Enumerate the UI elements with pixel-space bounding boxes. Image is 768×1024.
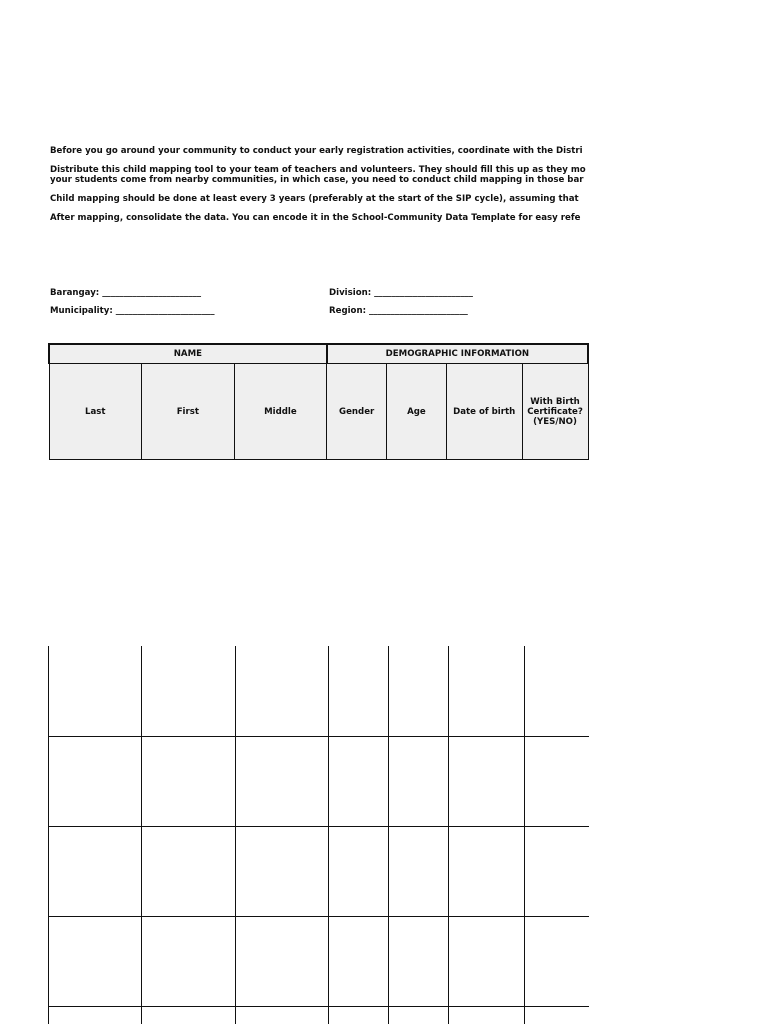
field-row-2 bbox=[50, 302, 590, 320]
table-cell[interactable] bbox=[449, 647, 524, 736]
col-header-first: First bbox=[142, 364, 235, 460]
table-cell[interactable] bbox=[236, 917, 328, 1006]
table-cell[interactable] bbox=[49, 917, 141, 1006]
empty-rows-grid bbox=[48, 646, 589, 1024]
table-cell[interactable] bbox=[525, 917, 589, 1006]
instruction-2 bbox=[50, 165, 590, 185]
table-cell[interactable] bbox=[329, 917, 388, 1006]
table-cell[interactable] bbox=[389, 647, 448, 736]
table-cell[interactable] bbox=[329, 827, 388, 916]
instruction-4: After mapping, consolidate the data. You can encode it in the School-Community Data Template for easy refe bbox=[50, 213, 581, 223]
col-header-birth-cert: With Birth Certificate? (YES/NO) bbox=[522, 364, 588, 460]
col-header-middle: Middle bbox=[234, 364, 327, 460]
table-cell[interactable] bbox=[49, 827, 141, 916]
table-cell[interactable] bbox=[449, 737, 524, 826]
table-cell[interactable] bbox=[449, 917, 524, 1006]
table-cell[interactable] bbox=[389, 737, 448, 826]
grid-hline bbox=[48, 1006, 589, 1007]
group-header-name: NAME bbox=[49, 344, 327, 364]
division-field[interactable]: Division: _______________________ bbox=[329, 288, 473, 298]
instruction-1: Before you go around your community to conduct your early registration activities, coordinate with the Distri bbox=[50, 146, 583, 156]
municipality-field[interactable]: Municipality: _______________________ bbox=[50, 306, 215, 316]
table-header bbox=[48, 343, 589, 460]
table-cell[interactable] bbox=[236, 647, 328, 736]
table-cell[interactable] bbox=[449, 827, 524, 916]
table-cell[interactable] bbox=[142, 647, 235, 736]
col-header-last: Last bbox=[49, 364, 142, 460]
group-header-demographic: DEMOGRAPHIC INFORMATION bbox=[327, 344, 588, 364]
table-cell[interactable] bbox=[329, 647, 388, 736]
col-header-gender: Gender bbox=[327, 364, 387, 460]
table-cell[interactable] bbox=[525, 827, 589, 916]
col-header-age: Age bbox=[387, 364, 447, 460]
col-header-dob: Date of birth bbox=[446, 364, 522, 460]
instructions bbox=[50, 146, 590, 232]
table-cell[interactable] bbox=[142, 827, 235, 916]
instruction-3: Child mapping should be done at least every 3 years (preferably at the start of the SIP cycle), assuming that bbox=[50, 194, 579, 204]
barangay-field[interactable]: Barangay: _______________________ bbox=[50, 288, 202, 298]
table-cell[interactable] bbox=[142, 737, 235, 826]
instruction-2b: your students come from nearby communities, in which case, you need to conduct child mapping in those bar bbox=[50, 175, 584, 185]
table-cell[interactable] bbox=[236, 827, 328, 916]
table-cell[interactable] bbox=[329, 737, 388, 826]
table-cell[interactable] bbox=[49, 647, 141, 736]
table-cell[interactable] bbox=[236, 737, 328, 826]
instruction-2a: Distribute this child mapping tool to your team of teachers and volunteers. They should fill this up as they mo bbox=[50, 165, 586, 175]
table-cell[interactable] bbox=[525, 647, 589, 736]
field-row-1 bbox=[50, 284, 590, 302]
table-cell[interactable] bbox=[49, 737, 141, 826]
table-cell[interactable] bbox=[142, 917, 235, 1006]
table-cell[interactable] bbox=[525, 737, 589, 826]
location-fields bbox=[50, 284, 590, 320]
table-cell[interactable] bbox=[389, 827, 448, 916]
table-cell[interactable] bbox=[389, 917, 448, 1006]
region-field[interactable]: Region: _______________________ bbox=[329, 306, 468, 316]
child-mapping-table bbox=[47, 342, 589, 1024]
